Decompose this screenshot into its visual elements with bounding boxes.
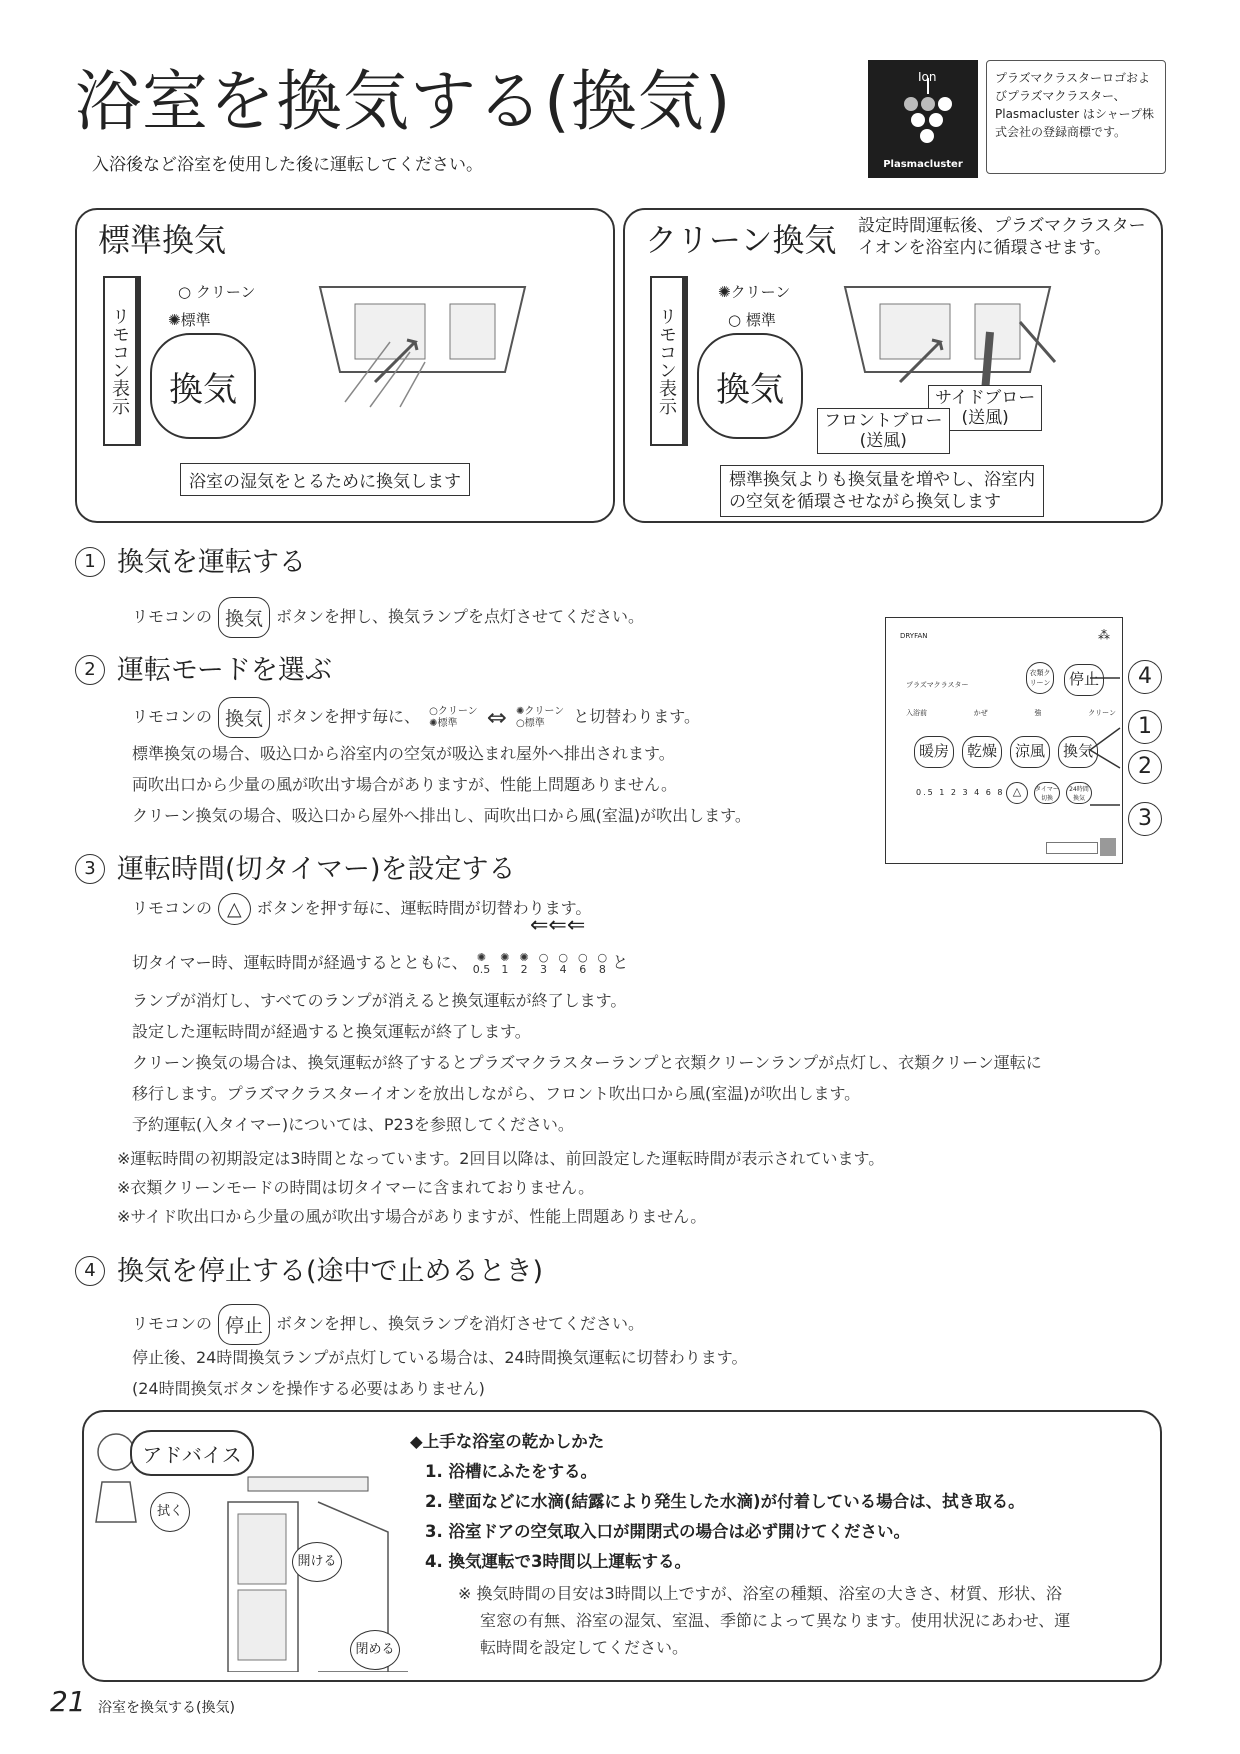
remote-callout-lines xyxy=(1090,660,1130,840)
step3-text xyxy=(132,893,591,925)
front-blow-label xyxy=(817,408,950,454)
step4-prefix: リモコンの xyxy=(132,1314,213,1333)
standard-panel-title: 標準換気 xyxy=(98,221,227,259)
step3-title: 運転時間(切タイマー)を設定する xyxy=(117,854,516,885)
advice-note-line2: 室窓の有無、浴室の湿気、室温、季節によって異なります。使用状況にあわせ、運 xyxy=(480,1611,1071,1630)
timer-lamp-3: ○ 3 xyxy=(538,950,549,976)
lamp-lit-icon: ✺ xyxy=(168,311,181,329)
mode-clean-indicator: ✺クリーン ○標準 xyxy=(515,705,565,729)
clean-panel-desc: 設定時間運転後、プラズマクラスターイオンを浴室内に循環させます。 xyxy=(858,216,1146,258)
timer-lamps xyxy=(473,952,607,976)
advice-item-2: 2. 壁面などに水滴(結露により発生した水滴)が付着している場合は、拭き取る。 xyxy=(425,1492,1025,1511)
callout-2: 2 xyxy=(1128,750,1162,784)
fan-unit-illustration-standard xyxy=(315,282,535,412)
step2-prefix: リモコンの xyxy=(132,707,213,726)
lamp-clean-label: クリーン xyxy=(730,283,791,301)
step2-heading xyxy=(75,648,332,687)
step3-note1: ※運転時間の初期設定は3時間となっています。2回目以降は、前回設定した運転時間が表示されています。 xyxy=(117,1149,885,1168)
advice-item-3: 3. 浴室ドアの空気取入口が開閉式の場合は必ず開けてください。 xyxy=(425,1522,910,1541)
front-blow-sub: (送風) xyxy=(859,431,907,451)
timer-lamp-6: ○ 6 xyxy=(577,950,588,976)
remote-sensor xyxy=(1100,838,1116,856)
step4-number: 4 xyxy=(75,1256,105,1286)
step3-heading xyxy=(75,847,516,886)
clean-caption xyxy=(720,465,1044,517)
step2-title: 運転モードを選ぶ xyxy=(117,655,332,686)
footer-title: 浴室を換気する(換気) xyxy=(98,1700,235,1716)
remote-brand: DRYFAN xyxy=(900,632,928,640)
mode-std-indicator: ○クリーン ✺標準 xyxy=(429,705,478,729)
remote-plasma-label: プラズマクラスター xyxy=(906,681,969,689)
advice-note xyxy=(458,1580,1070,1661)
step3-line2: 設定した運転時間が経過すると換気運転が終了します。 xyxy=(132,1022,531,1041)
timer-arrows-icon: ⇐⇐⇐ xyxy=(530,913,586,938)
label-close: 閉める xyxy=(350,1630,400,1670)
remote-timer-button: タイマー切換 xyxy=(1034,782,1060,804)
advice-badge: アドバイス xyxy=(130,1430,254,1476)
trademark-note: プラズマクラスターロゴおよびプラズマクラスター、Plasmacluster はシャープ株式会社の登録商標です。 xyxy=(986,60,1166,174)
step4-title: 換気を停止する(途中で止めるとき) xyxy=(117,1256,544,1287)
step2-line3: クリーン換気の場合、吸込口から屋外へ排出し、両吹出口から風(室温)が吹出します。 xyxy=(132,806,751,825)
timer-lamp-1: ✺ 1 xyxy=(500,950,510,976)
remote-vent-button: 換気 xyxy=(1058,736,1098,768)
lead-text: 入浴後など浴室を使用した後に運転してください。 xyxy=(92,155,483,175)
remote-lamp-row xyxy=(906,708,1116,718)
front-blow-text: フロントブロー xyxy=(824,411,943,431)
step4-line1: 停止後、24時間換気ランプが点灯している場合は、24時間換気運転に切替わります。 xyxy=(132,1348,748,1367)
step3-line1: ランプが消灯し、すべてのランプが消えると換気運転が終了します。 xyxy=(132,991,627,1010)
remote-heat-button: 暖房 xyxy=(914,736,954,768)
clean-lamp-clean xyxy=(718,281,790,302)
standard-caption: 浴室の湿気をとるために換気します xyxy=(180,463,470,496)
standard-vent-button-illustration: 換気 xyxy=(150,333,256,439)
timer-lamp-8: ○ 8 xyxy=(597,950,608,976)
step2-suffix-a: ボタンを押す毎に、 xyxy=(276,707,421,726)
step3-line4: 移行します。プラズマクラスターイオンを放出しながら、フロント吹出口から風(室温)が吹出します。 xyxy=(132,1084,861,1103)
step2-line2: 両吹出口から少量の風が吹出す場合がありますが、性能上問題ありません。 xyxy=(132,775,677,794)
lamp-breeze: かぜ xyxy=(973,709,988,717)
side-blow-sub: (送風) xyxy=(961,408,1009,428)
page-title: 浴室を換気する(換気) xyxy=(75,63,732,140)
step3-note2: ※衣類クリーンモードの時間は切タイマーに含まれておりません。 xyxy=(117,1178,595,1197)
advice-heading: ◆上手な浴室の乾かしかた xyxy=(410,1432,605,1451)
clean-lamp-std: ○ 標準 xyxy=(728,311,776,329)
step1-title: 換気を運転する xyxy=(117,547,306,578)
timer-label: 1 xyxy=(501,962,509,976)
timer-label: 4 xyxy=(559,962,567,976)
step3-prefix: リモコンの xyxy=(132,898,213,918)
callout-4: 4 xyxy=(1128,660,1162,694)
page-number: 21 xyxy=(50,1685,86,1718)
clean-remote-label: リモコン表示 xyxy=(650,276,688,446)
standard-remote-label: リモコン表示 xyxy=(103,276,141,446)
toggle-arrow-icon: ⇔ xyxy=(486,703,507,732)
step2-line1: 標準換気の場合、吸込口から浴室内の空気が吸込まれ屋外へ排出されます。 xyxy=(132,744,675,763)
lamp-std-label: 標準 xyxy=(745,311,776,329)
mode-clean-std-label: 標準 xyxy=(524,717,545,729)
callout-1: 1 xyxy=(1128,710,1162,744)
logo-brand-text: Plasmacluster xyxy=(883,159,963,170)
lamp-before-bath: 入浴前 xyxy=(906,709,927,717)
step3-suffix: ボタンを押す毎に、運転時間が切替わります。 xyxy=(256,898,592,918)
step3-timer-line xyxy=(132,950,628,976)
remote-dry-button: 乾燥 xyxy=(962,736,1002,768)
remote-clothes-clean-button: 衣類クリーン xyxy=(1026,662,1054,694)
remote-stop-button: 停止 xyxy=(1064,664,1104,696)
label-wipe: 拭く xyxy=(150,1492,190,1532)
timer-label: 2 xyxy=(520,962,528,976)
advice-item-1: 1. 浴槽にふたをする。 xyxy=(425,1462,597,1481)
step3-number: 3 xyxy=(75,854,105,884)
step2-suffix-b: と切替わります。 xyxy=(573,707,701,726)
step2-vent-button: 換気 xyxy=(218,697,270,738)
timer-label: 8 xyxy=(598,962,606,976)
step4-stop-button: 停止 xyxy=(218,1304,270,1345)
step2-number: 2 xyxy=(75,655,105,685)
step4-heading xyxy=(75,1249,543,1288)
step3-note3: ※サイド吹出口から少量の風が吹出す場合がありますが、性能上問題ありません。 xyxy=(117,1207,707,1226)
clean-vent-button-illustration: 換気 xyxy=(697,333,803,439)
timer-lamp-2: ✺ 2 xyxy=(519,950,529,976)
standard-lamp-std xyxy=(168,309,211,330)
remote-up-button: △ xyxy=(1006,782,1028,804)
step3-line5: 予約運転(入タイマー)については、P23を参照してください。 xyxy=(132,1115,574,1134)
clean-panel-title: クリーン換気 xyxy=(645,221,837,259)
step2-mode-text xyxy=(132,697,700,738)
remote-display-bar xyxy=(1046,842,1098,854)
remote-24h-button: 24時間換気 xyxy=(1066,782,1092,804)
remote-control-illustration xyxy=(885,617,1123,864)
lamp-clean: クリーン xyxy=(1088,709,1116,717)
step3-line3: クリーン換気の場合は、換気運転が終了するとプラズマクラスターランプと衣類クリーンランプが点灯し、衣類クリーン運転に xyxy=(132,1053,1042,1072)
plasmacluster-logo xyxy=(868,60,978,178)
sharp-grape-icon: ⁂ xyxy=(1098,628,1110,642)
step4-suffix: ボタンを押し、換気ランプを消灯させてください。 xyxy=(276,1314,645,1333)
standard-lamp-clean: ○ クリーン xyxy=(178,283,256,301)
mode-clean-clean-label: クリーン xyxy=(524,705,565,717)
clean-caption-line2: の空気を循環させながら換気します xyxy=(729,492,1001,512)
step4-line2: (24時間換気ボタンを操作する必要はありません) xyxy=(132,1379,485,1398)
step1-suffix: ボタンを押し、換気ランプを点灯させてください。 xyxy=(276,607,645,626)
step1-heading xyxy=(75,540,306,579)
advice-note-line1: ※ 換気時間の目安は3時間以上ですが、浴室の種類、浴室の大きさ、材質、形状、浴 xyxy=(458,1584,1063,1603)
remote-cool-button: 涼風 xyxy=(1010,736,1050,768)
step3-timer-suffix: と xyxy=(612,953,629,972)
lamp-std-label: 標準 xyxy=(180,311,211,329)
step3-timer-prefix: 切タイマー時、運転時間が経過するとともに、 xyxy=(132,953,468,972)
advice-item-4: 4. 換気運転で3時間以上運転する。 xyxy=(425,1552,691,1571)
mode-std-clean-label: クリーン xyxy=(437,705,478,717)
label-open: 開ける xyxy=(292,1542,342,1582)
timer-lamp-05: ✺ 0.5 xyxy=(472,950,491,976)
lamp-clean-label: クリーン xyxy=(195,283,256,301)
clean-caption-line1: 標準換気よりも換気量を増やし、浴室内 xyxy=(729,470,1035,490)
timer-label: 3 xyxy=(540,962,548,976)
step1-vent-button: 換気 xyxy=(218,597,270,638)
step1-prefix: リモコンの xyxy=(132,607,213,626)
mode-std-std-label: 標準 xyxy=(437,717,458,729)
timer-label: 0.5 xyxy=(472,962,491,976)
lamp-strong: 強 xyxy=(1034,709,1042,717)
step1-text xyxy=(132,597,644,638)
callout-3: 3 xyxy=(1128,802,1162,836)
side-blow-text: サイドブロー xyxy=(935,388,1036,408)
lamp-lit-icon: ✺ xyxy=(718,283,731,301)
step4-text xyxy=(132,1304,644,1345)
remote-timer-nums: 0.5 1 2 3 4 6 8 xyxy=(916,788,1005,797)
step3-up-button: △ xyxy=(218,893,251,925)
timer-lamp-4: ○ 4 xyxy=(558,950,568,976)
logo-ion-text: Ion xyxy=(918,70,937,84)
timer-label: 6 xyxy=(579,962,587,976)
step1-number: 1 xyxy=(75,547,105,577)
advice-note-line3: 転時間を設定してください。 xyxy=(480,1638,689,1657)
